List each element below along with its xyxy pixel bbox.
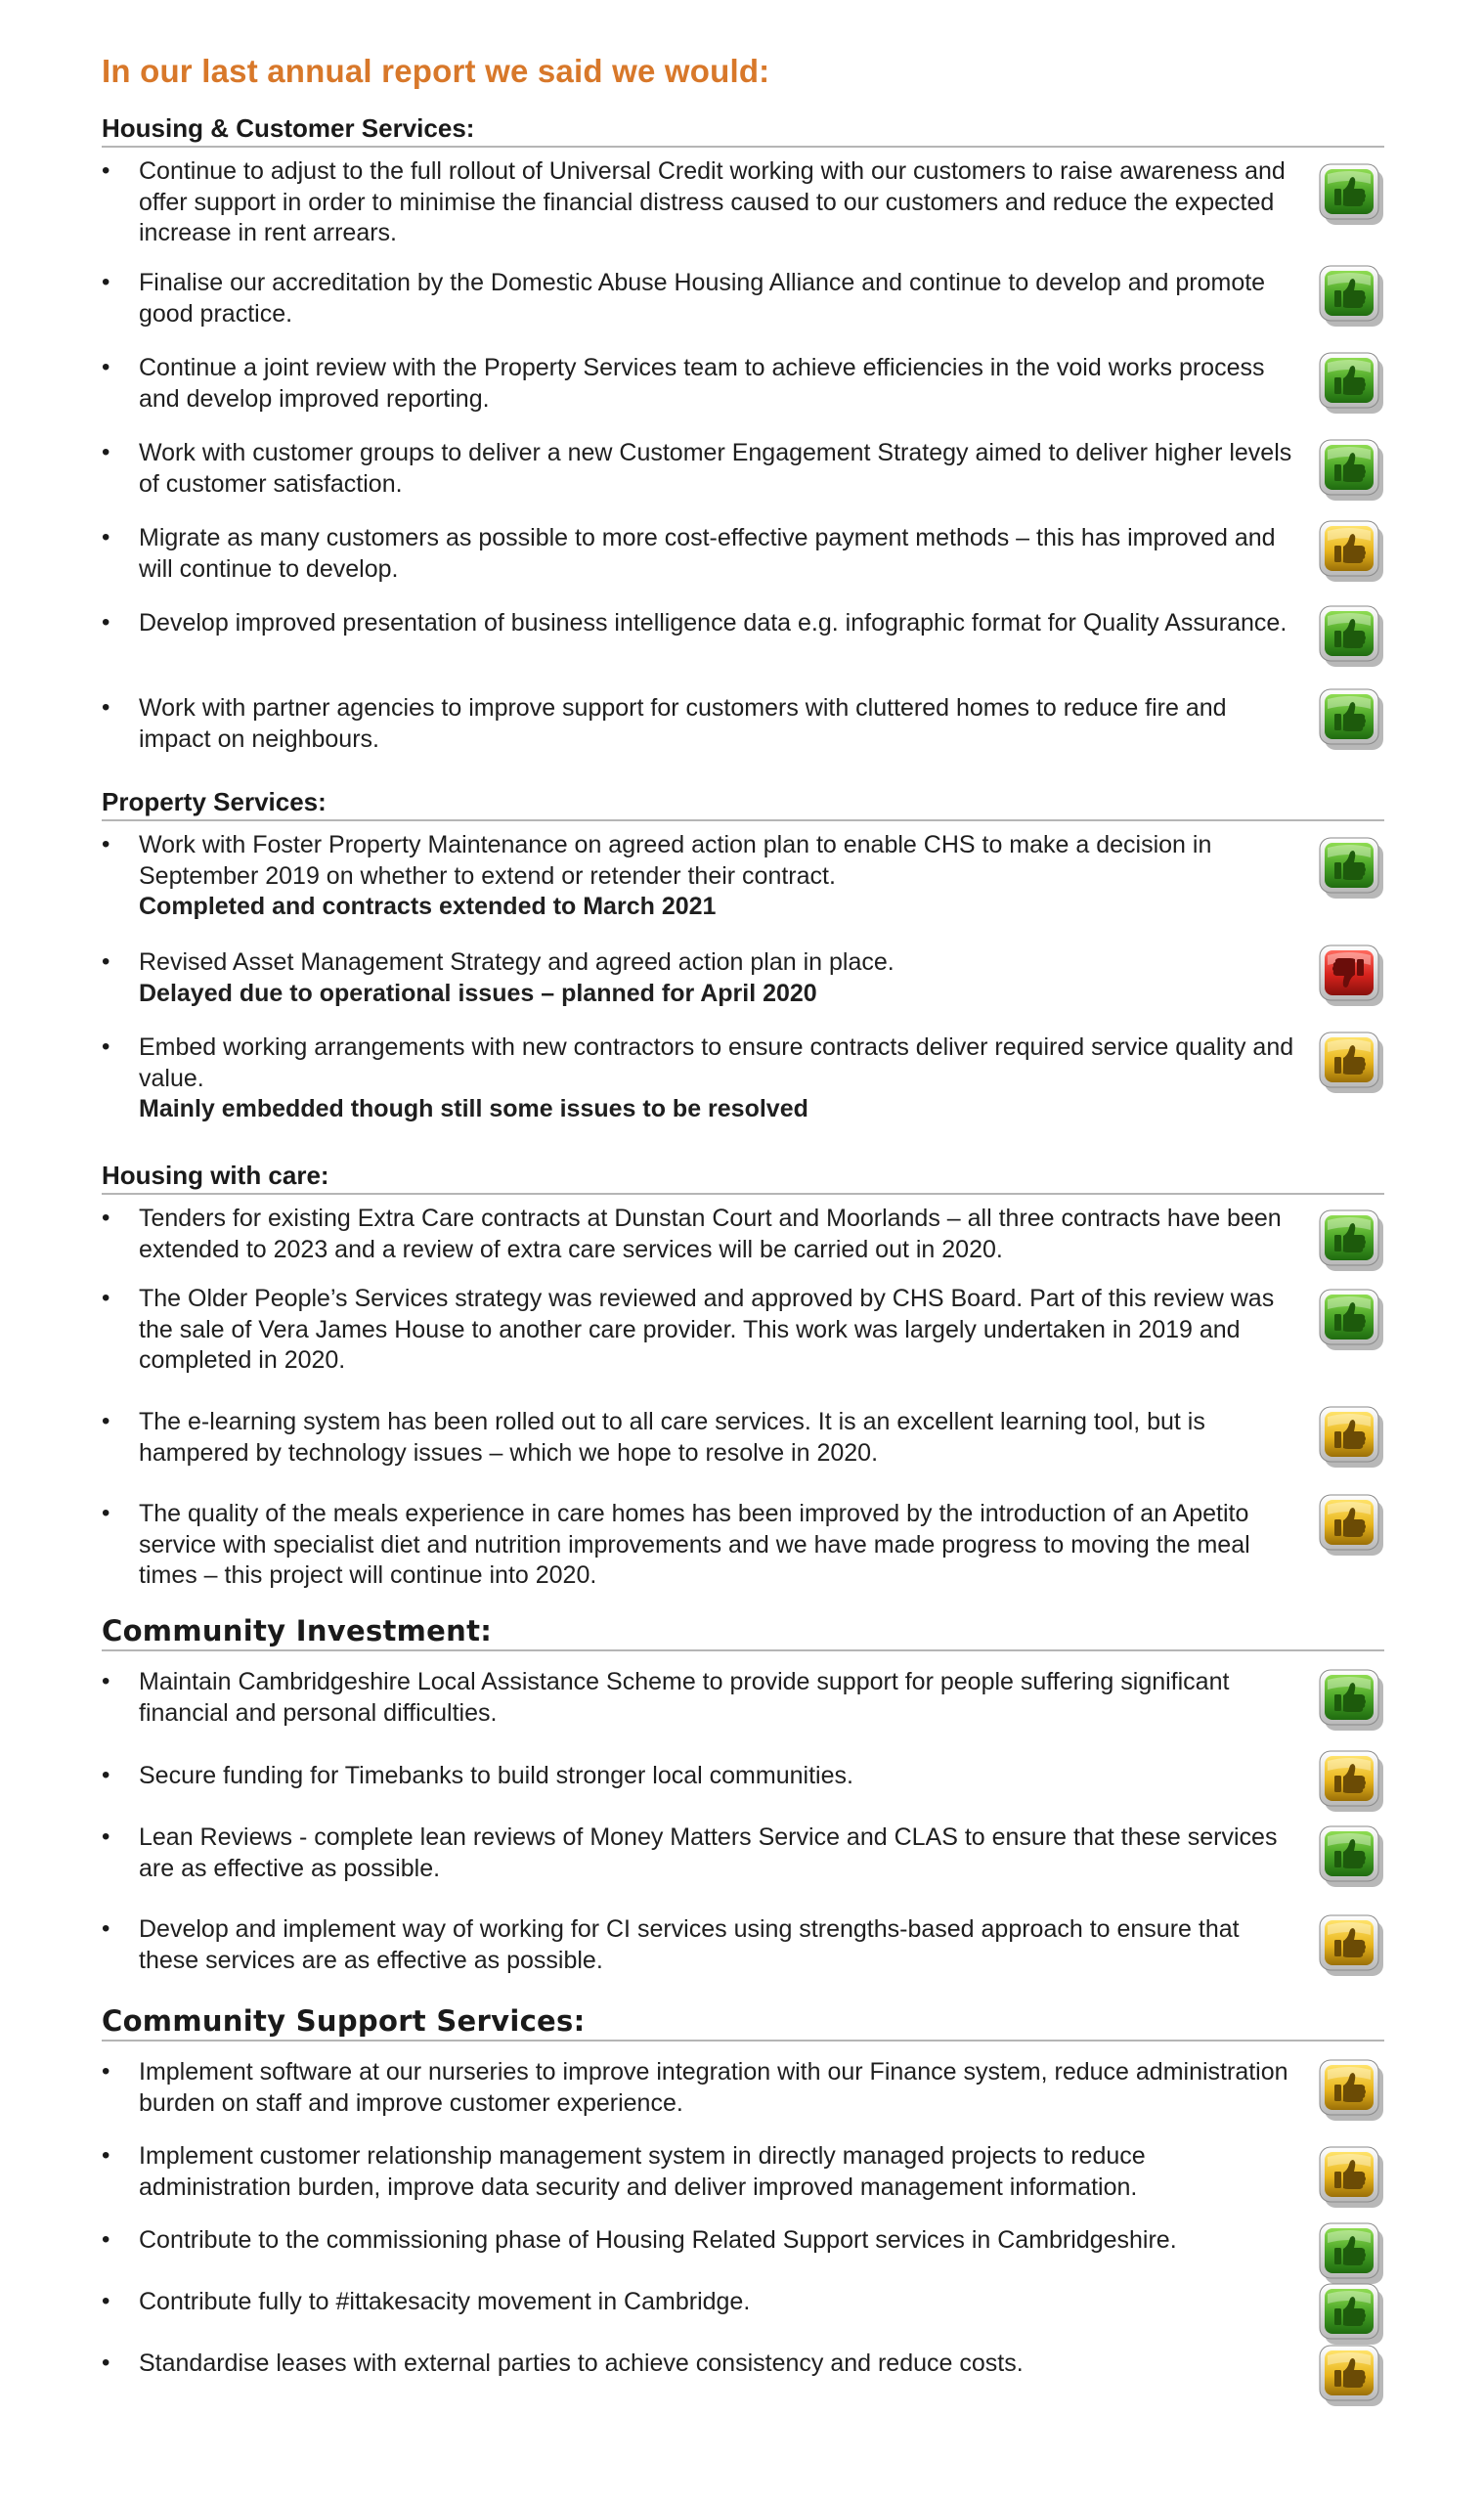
item-text: Contribute fully to #ittakesacity movement in Cambridge. <box>139 2288 751 2315</box>
bullet: • <box>102 2058 110 2085</box>
thumbs-up-icon <box>1319 1031 1385 1095</box>
thumbs-up-icon <box>1319 1208 1385 1273</box>
bullet: • <box>102 2349 110 2376</box>
bullet: • <box>102 2226 110 2253</box>
section-heading: Community Investment: <box>102 1614 1384 1651</box>
section-housing-customer-services <box>102 113 1384 753</box>
bullet: • <box>102 1033 110 1060</box>
bullet: • <box>102 1408 110 1434</box>
bullet: • <box>102 831 110 857</box>
thumbs-down-icon <box>1319 944 1385 1008</box>
section-heading: Community Support Services: <box>102 2004 1384 2042</box>
thumbs-up-icon <box>1319 1668 1385 1733</box>
item-text: Standardise leases with external parties to achieve consistency and reduce costs. <box>139 2349 1024 2377</box>
thumbs-up-icon <box>1319 2221 1385 2286</box>
bullet: • <box>102 2288 110 2314</box>
thumbs-up-icon <box>1319 1913 1385 1978</box>
item-text: Secure funding for Timebanks to build stronger local communities. <box>139 1762 853 1789</box>
item-description: Embed working arrangements with new contractors to ensure contracts deliver required service quality and value. <box>139 1033 1294 1092</box>
thumbs-up-icon <box>1319 1493 1385 1558</box>
thumbs-up-icon <box>1319 351 1385 416</box>
bullet: • <box>102 354 110 380</box>
bullet: • <box>102 1915 110 1942</box>
item-text: Continue to adjust to the full rollout of Universal Credit working with our customers to raise awareness and offer support in order to minimise the financial distress caused to our customers and reduce the expected increase in rent arrears. <box>139 157 1286 246</box>
thumbs-up-icon <box>1319 2344 1385 2408</box>
thumbs-up-icon <box>1319 438 1385 503</box>
item-text: The e-learning system has been rolled out to all care services. It is an excellent learning tool, but is hampered by technology issues – which we hope to resolve in 2020. <box>139 1408 1205 1467</box>
item-description: Revised Asset Management Strategy and agreed action plan in place. <box>139 948 895 976</box>
bullet: • <box>102 524 110 550</box>
section-heading: Property Services: <box>102 787 1384 821</box>
bullet: • <box>102 609 110 636</box>
thumbs-up-icon <box>1319 1405 1385 1470</box>
section-community-support-services <box>102 2004 1384 2377</box>
bullet: • <box>102 1762 110 1788</box>
bullet: • <box>102 694 110 721</box>
item-text: Finalise our accreditation by the Domestic Abuse Housing Alliance and continue to develop and promote good practice. <box>139 269 1266 328</box>
section-housing-with-care <box>102 1161 1384 1589</box>
section-heading: Housing & Customer Services: <box>102 113 1384 148</box>
bullet: • <box>102 157 110 184</box>
item-text: Work with partner agencies to improve support for customers with cluttered homes to reduce fire and impact on neighbours. <box>139 694 1227 753</box>
thumbs-up-icon <box>1319 604 1385 669</box>
section-community-investment <box>102 1614 1384 1974</box>
item-text <box>139 1032 1302 1125</box>
thumbs-up-icon <box>1319 162 1385 227</box>
item-status-note: Mainly embedded though still some issues to be resolved <box>139 1095 808 1122</box>
bullet: • <box>102 1205 110 1231</box>
item-text: The quality of the meals experience in care homes has been improved by the introduction of an Apetito service with specialist diet and nutrition improvements and we have made progress to moving the meal times – this project will continue into 2020. <box>139 1500 1250 1589</box>
thumbs-up-icon <box>1319 687 1385 752</box>
item-text: Continue a joint review with the Property Services team to achieve efficiencies in the void works process and develop improved reporting. <box>139 354 1265 413</box>
item-text: Implement software at our nurseries to improve integration with our Finance system, reduce administration burden on staff and improve customer experience. <box>139 2058 1288 2117</box>
thumbs-up-icon <box>1319 1749 1385 1814</box>
bullet: • <box>102 1500 110 1526</box>
section-heading: Housing with care: <box>102 1161 1384 1195</box>
item-text: Develop improved presentation of business intelligence data e.g. infographic format for Quality Assurance. <box>139 609 1288 637</box>
thumbs-up-icon <box>1319 2058 1385 2123</box>
item-text: Migrate as many customers as possible to more cost-effective payment methods – this has improved and will continue to develop. <box>139 524 1276 583</box>
item-text: Lean Reviews - complete lean reviews of Money Matters Service and CLAS to ensure that these services are as effective as possible. <box>139 1823 1278 1882</box>
item-text: Contribute to the commissioning phase of Housing Related Support services in Cambridgeshire. <box>139 2226 1177 2254</box>
thumbs-up-icon <box>1319 264 1385 329</box>
item-status-note: Delayed due to operational issues – planned for April 2020 <box>139 979 817 1007</box>
item-text <box>139 830 1302 923</box>
item-text: Maintain Cambridgeshire Local Assistance Scheme to provide support for people suffering significant financial and personal difficulties. <box>139 1668 1230 1727</box>
bullet: • <box>102 2142 110 2169</box>
item-text: The Older People’s Services strategy was reviewed and approved by CHS Board. Part of this review was the sale of Vera James House to another care provider. This work was largely undertaken in 2019 and completed in 2020. <box>139 1285 1275 1374</box>
bullet: • <box>102 1668 110 1694</box>
thumbs-up-icon <box>1319 1824 1385 1889</box>
item-text: Develop and implement way of working for CI services using strengths-based approach to ensure that these services are as effective as possible. <box>139 1915 1240 1974</box>
thumbs-up-icon <box>1319 836 1385 900</box>
thumbs-up-icon <box>1319 2145 1385 2210</box>
item-text: Work with customer groups to deliver a new Customer Engagement Strategy aimed to deliver higher levels of customer satisfaction. <box>139 439 1292 498</box>
item-text: Implement customer relationship management system in directly managed projects to reduce administration burden, improve data security and deliver improved management information. <box>139 2142 1146 2201</box>
thumbs-up-icon <box>1319 1288 1385 1352</box>
item-description: Work with Foster Property Maintenance on agreed action plan to enable CHS to make a decision in September 2019 on whether to extend or retender their contract. <box>139 831 1212 890</box>
thumbs-up-icon <box>1319 2282 1385 2347</box>
bullet: • <box>102 1823 110 1850</box>
bullet: • <box>102 948 110 975</box>
bullet: • <box>102 1285 110 1311</box>
item-status-note: Completed and contracts extended to March 2021 <box>139 893 717 920</box>
bullet: • <box>102 439 110 465</box>
bullet: • <box>102 269 110 295</box>
item-text <box>139 947 1302 1009</box>
page-title: In our last annual report we said we would: <box>102 53 770 89</box>
section-property-services <box>102 787 1384 1122</box>
item-text: Tenders for existing Extra Care contracts at Dunstan Court and Moorlands – all three contracts have been extended to 2023 and a review of extra care services will be carried out in 2020. <box>139 1205 1282 1263</box>
thumbs-up-icon <box>1319 519 1385 584</box>
